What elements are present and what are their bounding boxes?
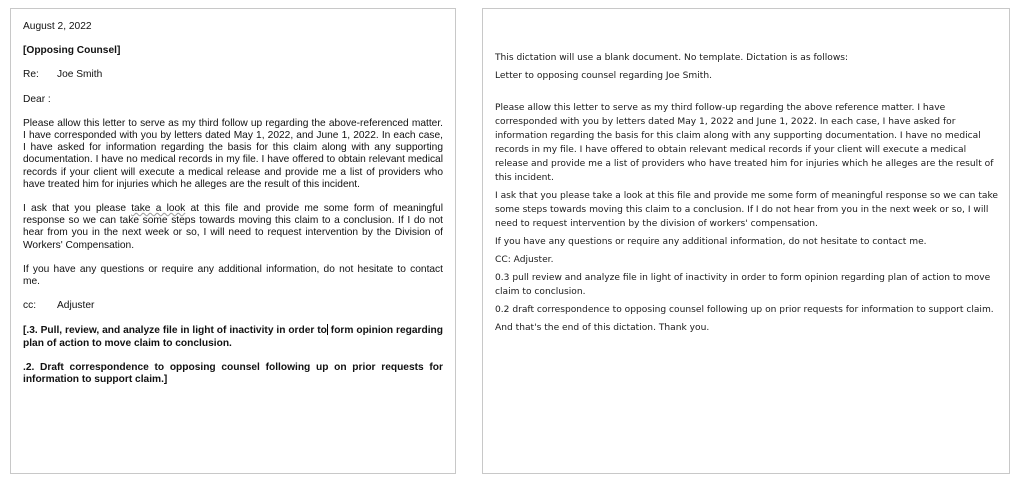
formatted-letter-page[interactable] [10,8,456,474]
billing-note-2: .2. Draft correspondence to opposing counsel following up on prior requests for information to support claim.] [23,361,443,386]
letter-cc-line [23,300,443,312]
letter-paragraph-1: Please allow this letter to serve as my third follow up regarding the above-referenced matter. I have corresponded with you by letters dated May 1, 2022, and June 1, 2022. In each case, I have asked for information regarding the basis for this claim along with any supporting documentation. I have no medical records in my file. I have offered to obtain relevant medical records if your client will execute a medical release and provide me a list of providers who have treated him for injuries which he alleges are the result of this incident. [23,117,443,190]
para2-text-after: at this file and provide me some form of meaningful response so we can take some steps towards moving this claim to a conclusion. If I do not hear from you in the next week or so, I will need to request intervention by the Division of Workers' Compensation. [23,203,443,251]
note1-text-after: form opinion regarding plan of action to move claim to conclusion. [23,325,444,349]
dictation-line-1: This dictation will use a blank document. No template. Dictation is as follows: [495,53,849,63]
dictation-paragraph-1: Please allow this letter to serve as my third follow-up regarding the above reference matter. I have corresponded with you by letters dated May 1, 2022 and June 1, 2022. In each case, I have asked for information regarding the basis for this claim along with any supporting documentation. I have no medical records in my file. I have offered to obtain relevant medical records if your client will execute a medical release and provide me a list of providers who have treated him for injuries which he alleges are the result of this incident. [495,103,994,183]
dictation-note-1: 0.3 pull review and analyze file in light of inactivity in order to form opinion regarding plan of action to move claim to conclusion. [495,273,991,297]
billing-note-1 [23,324,443,349]
para2-text-before: I ask that you please [23,203,132,215]
letter-salutation: Dear : [23,93,51,105]
cc-label: cc: [23,300,37,312]
dictation-line-2: Letter to opposing counsel regarding Joe Smith. [495,71,712,81]
dictation-paragraph-3: If you have any questions or require any additional information, do not hesitate to contact me. [495,237,927,247]
re-value: Joe Smith [57,69,103,81]
dictation-note-2: 0.2 draft correspondence to opposing counsel following up on prior requests for information to support claim. [495,305,994,315]
re-label: Re: [23,69,39,81]
dictation-transcript-page[interactable] [482,8,1010,474]
cc-value: Adjuster [57,300,95,312]
note1-text-before: [.3. Pull, review, and analyze file in light of inactivity in order to [23,325,327,337]
dictation-closing: And that's the end of this dictation. Thank you. [495,323,710,333]
letter-re-line [23,69,443,81]
letter-date: August 2, 2022 [23,21,92,32]
letter-paragraph-2 [23,203,443,252]
grammar-suggestion-mark[interactable]: take a look [131,203,186,215]
dictation-cc: CC: Adjuster. [495,255,554,265]
letter-paragraph-3: If you have any questions or require any additional information, do not hesitate to contact me. [23,263,443,288]
dictation-paragraph-2: I ask that you please take a look at this file and provide me some form of meaningful response so we can take some steps towards moving this claim to a conclusion. If I do not hear from you in the next week or so, I will need to request intervention by the division of workers' compensation. [495,191,999,229]
letter-addressee: [Opposing Counsel] [23,45,121,57]
